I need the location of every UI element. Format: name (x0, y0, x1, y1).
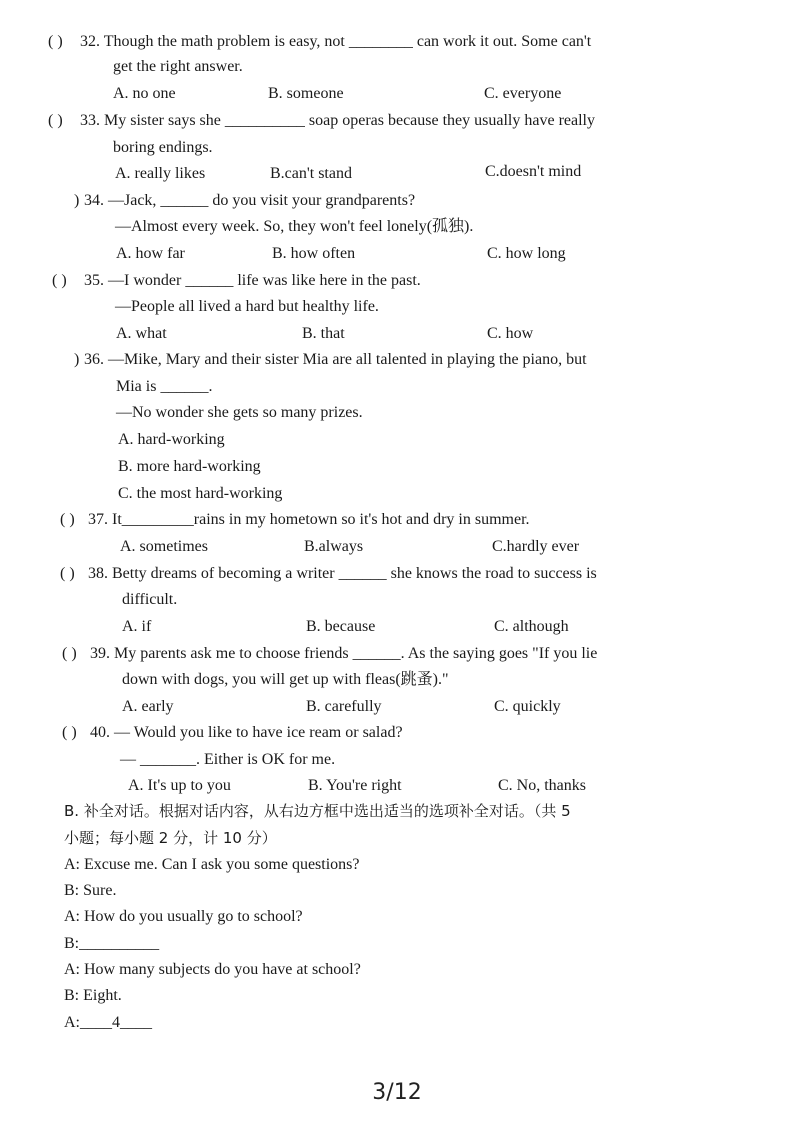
answer-bracket: ( ) (62, 724, 77, 741)
section-b-heading-cont: 小题；每小题 2 分，计 10 分） (64, 829, 277, 847)
answer-bracket: ( ) (60, 511, 75, 528)
question-36-line-3: —No wonder she gets so many prizes. (116, 404, 363, 421)
question-40-option-b: B. You're right (308, 777, 402, 794)
answer-bracket: ) (74, 192, 80, 209)
answer-bracket: ( ) (48, 33, 63, 50)
question-32-option-b: B. someone (268, 85, 344, 102)
section-b-heading: B. 补全对话。根据对话内容，从右边方框中选出适当的选项补全对话。（共 5 (64, 802, 571, 820)
question-36-line-2: Mia is ______. (116, 378, 213, 395)
question-33-line-1: 33. My sister says she __________ soap operas because they usually have really (80, 112, 595, 129)
question-35-option-b: B. that (302, 325, 345, 342)
answer-bracket: ) (74, 351, 80, 368)
dialogue-blank: A:____4____ (64, 1014, 152, 1031)
question-33-line-2: boring endings. (113, 139, 213, 156)
question-36-line-1: 36. —Mike, Mary and their sister Mia are all talented in playing the piano, but (84, 351, 587, 368)
answer-bracket: ( ) (60, 565, 75, 582)
dialogue-line: B: Eight. (64, 987, 122, 1004)
question-34-line-2: —Almost every week. So, they won't feel lonely(孤独). (115, 218, 474, 235)
question-36-option-b: B. more hard-working (118, 458, 261, 475)
question-35-option-c: C. how (487, 325, 534, 342)
question-32-option-c: C. everyone (484, 85, 562, 102)
question-34-option-b: B. how often (272, 245, 356, 262)
question-40-option-c: C. No, thanks (498, 777, 586, 794)
question-32-line-2: get the right answer. (113, 58, 243, 75)
question-40-line-2: — _______. Either is OK for me. (120, 751, 336, 768)
question-34-line-1: 34. —Jack, ______ do you visit your grandparents? (84, 192, 416, 209)
question-32-option-a: A. no one (113, 85, 176, 102)
question-39-option-a: A. early (122, 698, 174, 715)
dialogue-line: A: How many subjects do you have at school? (64, 961, 361, 978)
question-40-line-1: 40. — Would you like to have ice ream or salad? (90, 724, 403, 741)
question-34-option-c: C. how long (487, 245, 566, 262)
dialogue-line: A: Excuse me. Can I ask you some questions? (64, 856, 360, 873)
dialogue-line: B: Sure. (64, 882, 117, 899)
question-35-line-1: 35. —I wonder ______ life was like here in the past. (84, 272, 421, 289)
question-37-option-a: A. sometimes (120, 538, 208, 555)
answer-bracket: ( ) (62, 645, 77, 662)
question-37-option-c: C.hardly ever (492, 538, 580, 555)
question-38-line-2: difficult. (122, 591, 178, 608)
question-33-option-c: C.doesn't mind (485, 163, 582, 180)
question-38-option-c: C. although (494, 618, 569, 635)
question-38-option-b: B. because (306, 618, 376, 635)
question-32-line-1: 32. Though the math problem is easy, not ________ can work it out. Some can't (80, 33, 592, 50)
page-number: 3/12 (372, 1080, 422, 1105)
question-36-option-a: A. hard-working (118, 431, 225, 448)
question-39-line-1: 39. My parents ask me to choose friends ______. As the saying goes "If you lie (90, 645, 598, 662)
question-35-option-a: A. what (116, 325, 167, 342)
question-39-option-b: B. carefully (306, 698, 382, 715)
question-39-line-2: down with dogs, you will get up with fleas(跳蚤)." (122, 671, 449, 688)
question-38-option-a: A. if (122, 618, 152, 635)
question-39-option-c: C. quickly (494, 698, 561, 715)
question-34-option-a: A. how far (116, 245, 185, 262)
question-38-line-1: 38. Betty dreams of becoming a writer ______ she knows the road to success is (88, 565, 597, 582)
answer-bracket: ( ) (48, 112, 63, 129)
question-36-option-c: C. the most hard-working (118, 485, 283, 502)
question-37-line-1: 37. It_________rains in my hometown so it's hot and dry in summer. (88, 511, 530, 528)
answer-bracket: ( ) (52, 272, 67, 289)
question-37-option-b: B.always (304, 538, 364, 555)
dialogue-blank: B:__________ (64, 935, 160, 952)
dialogue-line: A: How do you usually go to school? (64, 908, 303, 925)
question-33-option-b: B.can't stand (270, 165, 352, 182)
question-40-option-a: A. It's up to you (128, 777, 231, 794)
question-33-option-a: A. really likes (115, 165, 206, 182)
question-35-line-2: —People all lived a hard but healthy life. (115, 298, 379, 315)
